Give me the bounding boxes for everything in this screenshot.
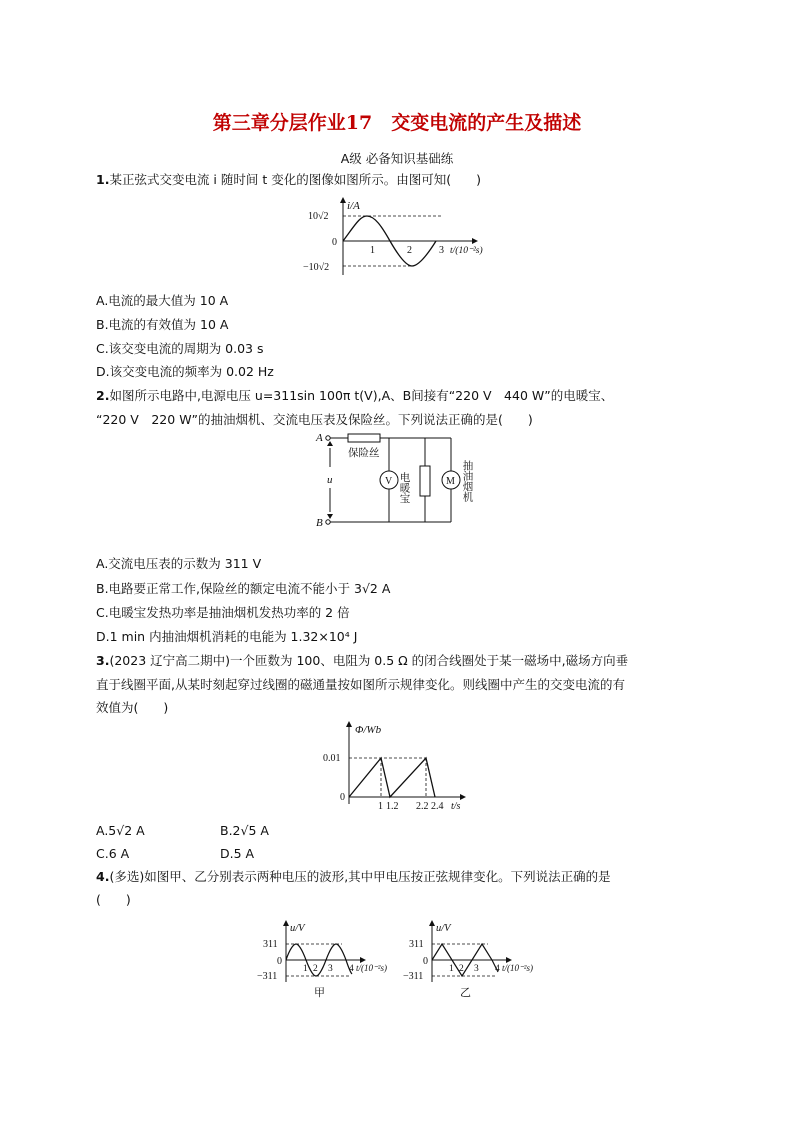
q3-option-d: D.5 A (220, 846, 255, 861)
x-axis-label: t/s (451, 801, 461, 812)
tick-label: 2.4 (431, 801, 444, 812)
origin-label: 0 (277, 956, 282, 967)
voltage-label: u (327, 474, 333, 486)
section-heading: A级 必备知识基础练 (340, 151, 454, 166)
tick-label: 1.2 (386, 801, 399, 812)
y-max-label: 0.01 (323, 753, 341, 764)
question-3-stem-line3: 效值为( ) (96, 700, 169, 715)
tick-label: 1 (378, 801, 383, 812)
x-axis-label: t/(10⁻²s) (502, 963, 533, 973)
graph-caption: 甲 (314, 987, 325, 999)
q1-option-b: B.电流的有效值为 10 A (96, 317, 229, 332)
tick-label: 3 (439, 245, 444, 256)
terminal-a (326, 436, 330, 440)
q3-option-b: B.2√5 A (220, 823, 269, 838)
x-axis-label: t/(10⁻²s) (450, 246, 483, 256)
question-1-stem (96, 171, 481, 189)
question-2-stem-line1 (96, 387, 613, 405)
y-min-label: −10√2 (303, 262, 330, 273)
origin-label: 0 (332, 237, 337, 248)
y-min-label: −311 (257, 971, 278, 982)
q4-graph-yi (398, 918, 548, 1000)
arrow-up (327, 441, 333, 446)
y-max-label: 311 (409, 939, 424, 950)
y-arrow (340, 197, 346, 203)
question-3-stem-line2: 直于线圈平面,从某时刻起穿过线圈的磁通量按如图所示规律变化。则线圈中产生的交变电流的有 (96, 677, 625, 692)
tick-label: 4 (349, 964, 354, 974)
terminal-b (326, 520, 330, 524)
tick-label: 1 (370, 245, 375, 256)
y-max-label: 10√2 (308, 211, 329, 222)
x-arrow (460, 794, 466, 800)
fuse-label: 保险丝 (348, 448, 380, 459)
hood-label: 抽油烟机 (461, 460, 473, 502)
y-axis-label: Φ/Wb (355, 724, 382, 736)
q2-circuit-diagram (314, 430, 494, 530)
tick-label: 2 (459, 964, 464, 974)
tick-label: 1 (303, 964, 308, 974)
question-4-stem-line1 (96, 868, 611, 886)
heater-resistor (420, 466, 430, 496)
q1-option-c: C.该交变电流的周期为 0.03 s (96, 341, 264, 356)
y-axis-label: u/V (436, 923, 451, 934)
tick-label: 3 (474, 964, 479, 974)
y-arrow (283, 920, 289, 926)
graph-caption: 乙 (460, 987, 471, 999)
arrow-down (327, 514, 333, 519)
terminal-b-label: B (316, 517, 323, 529)
tick-label: 2.2 (416, 801, 429, 812)
question-text: 某正弦式交变电流 i 随时间 t 变化的图像如图所示。由图可知( ) (109, 172, 481, 187)
y-min-label: −311 (403, 971, 424, 982)
terminal-a-label: A (316, 432, 323, 444)
question-text: 如图所示电路中,电源电压 u=311sin 100π t(V),A、B间接有“220 V 440 W”的电暖宝、 (109, 388, 614, 403)
question-2-stem-line2: “220 V 220 W”的抽油烟机、交流电压表及保险丝。下列说法正确的是( ) (96, 412, 533, 427)
q2-option-b: B.电路要正常工作,保险丝的额定电流不能小于 3√2 A (96, 581, 391, 596)
q3-option-a: A.5√2 A (96, 823, 145, 838)
axes (349, 726, 460, 804)
origin-label: 0 (423, 956, 428, 967)
q2-option-a: A.交流电压表的示数为 311 V (96, 556, 262, 571)
question-text: (多选)如图甲、乙分别表示两种电压的波形,其中甲电压按正弦规律变化。下列说法正确的是 (109, 869, 611, 884)
y-arrow (346, 721, 352, 727)
q3-flux-graph (318, 718, 488, 813)
y-axis-label: i/A (347, 200, 360, 212)
x-axis-label: t/(10⁻²s) (356, 963, 387, 973)
q2-option-d: D.1 min 内抽油烟机消耗的电能为 1.32×10⁴ J (96, 629, 358, 644)
flux-waveform (349, 758, 435, 797)
q1-option-d: D.该交变电流的频率为 0.02 Hz (96, 364, 274, 379)
x-arrow (472, 238, 478, 244)
q1-option-a: A.电流的最大值为 10 A (96, 293, 229, 308)
tick-label: 4 (495, 964, 500, 974)
question-text: (2023 辽宁高二期中)一个匝数为 100、电阻为 0.5 Ω 的闭合线圈处于某一磁场中,磁场方向垂 (109, 653, 629, 668)
question-number: 2. (96, 388, 110, 403)
question-4-stem-line2: ( ) (96, 892, 131, 907)
page-title: 第三章分层作业17 交变电流的产生及描述 (212, 112, 582, 134)
question-number: 3. (96, 653, 110, 668)
q4-graph-jia (252, 918, 402, 1000)
question-3-stem-line1 (96, 652, 628, 670)
question-number: 1. (96, 172, 110, 187)
heater-label: 电暖宝 (398, 472, 410, 504)
tick-label: 1 (449, 964, 454, 974)
q2-option-c: C.电暖宝发热功率是抽油烟机发热功率的 2 倍 (96, 605, 350, 620)
guide-lines (349, 758, 426, 797)
voltmeter-label: V (385, 476, 393, 487)
tick-label: 3 (328, 964, 333, 974)
q3-option-c: C.6 A (96, 846, 130, 861)
origin-label: 0 (340, 792, 345, 803)
y-max-label: 311 (263, 939, 278, 950)
y-arrow (429, 920, 435, 926)
y-axis-label: u/V (290, 923, 305, 934)
question-number: 4. (96, 869, 110, 884)
motor-label: M (446, 476, 455, 487)
tick-label: 2 (407, 245, 412, 256)
q1-sine-graph (300, 195, 500, 279)
fuse-symbol (348, 434, 380, 442)
tick-label: 2 (313, 964, 318, 974)
